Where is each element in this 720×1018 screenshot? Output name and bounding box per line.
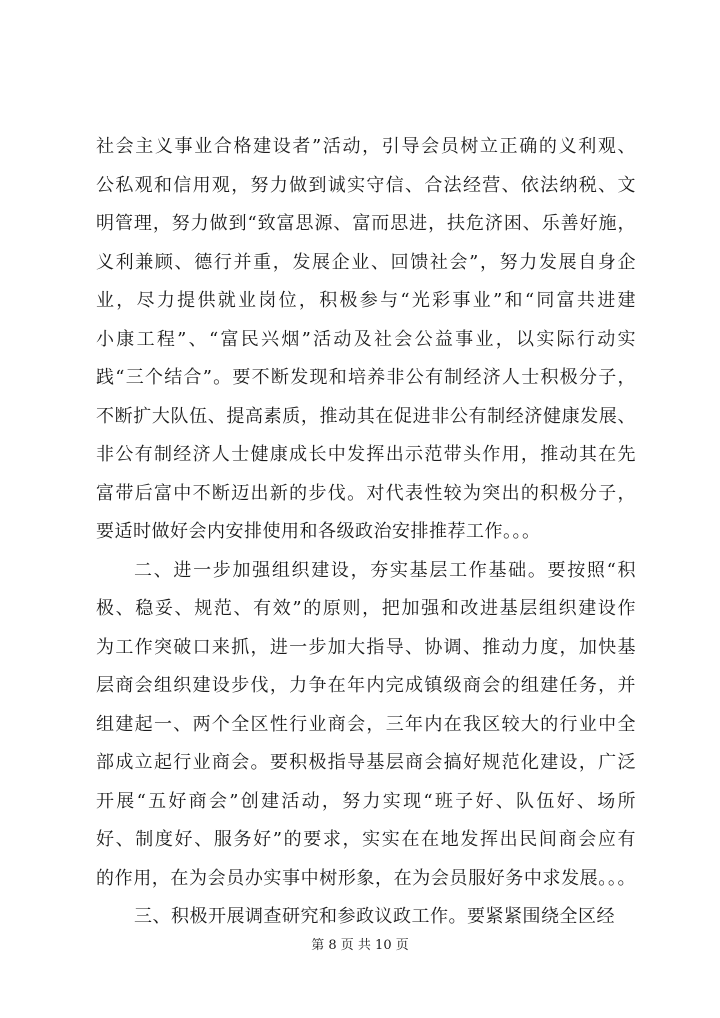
text-line: 组建起一、两个全区性行业商会，三年内在我区较大的行业中全 <box>96 713 636 735</box>
text-line: 好、制度好、服务好”的要求，实实在在地发挥出民间商会应有 <box>96 829 636 850</box>
text-line: 部成立起行业商会。要积极指导基层商会搞好规范化建设，广泛 <box>96 752 636 773</box>
text-line: 的作用，在为会员办实事中树形象，在为会员服好务中求发展。。。 <box>96 867 636 889</box>
text-line: 不断扩大队伍、提高素质，推动其在促进非公有制经济健康发展、 <box>96 405 636 427</box>
text-line: 极、稳妥、规范、有效”的原则，把加强和改进基层组织建设作 <box>96 598 636 619</box>
text-line: 层商会组织建设步伐，力争在年内完成镇级商会的组建任务，并 <box>96 675 636 696</box>
page-footer: 第 8 页 共 10 页 <box>311 938 409 953</box>
document-body <box>96 128 636 937</box>
text-line: 为工作突破口来抓，进一步加大指导、协调、推动力度，加快基 <box>96 636 636 658</box>
text-line: 开展“五好商会”创建活动，努力实现“班子好、队伍好、场所 <box>96 790 636 812</box>
text-line: 富带后富中不断迈出新的步伐。对代表性较为突出的积极分子， <box>96 482 636 504</box>
text-line: 三、积极开展调查研究和参政议政工作。要紧紧围绕全区经 <box>134 906 615 927</box>
text-line: 明管理，努力做到“致富思源、富而思进，扶危济困、乐善好施， <box>96 213 636 234</box>
text-line: 社会主义事业合格建设者”活动，引导会员树立正确的义利观、 <box>96 136 636 157</box>
text-line: 二、进一步加强组织建设，夯实基层工作基础。要按照“积 <box>134 559 636 581</box>
text-line: 小康工程”、“富民兴烟”活动及社会公益事业，以实际行动实 <box>96 328 636 350</box>
text-line: 义利兼顾、德行并重，发展企业、回馈社会”，努力发展自身企 <box>96 251 636 273</box>
text-line: 要适时做好会内安排使用和各级政治安排推荐工作。。。 <box>96 521 541 542</box>
text-line: 践“三个结合”。要不断发现和培养非公有制经济人士积极分子， <box>96 367 636 388</box>
text-line: 非公有制经济人士健康成长中发挥出示范带头作用，推动其在先 <box>96 444 636 465</box>
text-line: 公私观和信用观，努力做到诚实守信、合法经营、依法纳税、文 <box>96 174 636 196</box>
text-line: 业，尽力提供就业岗位，积极参与“光彩事业”和“同富共进建 <box>96 290 636 311</box>
